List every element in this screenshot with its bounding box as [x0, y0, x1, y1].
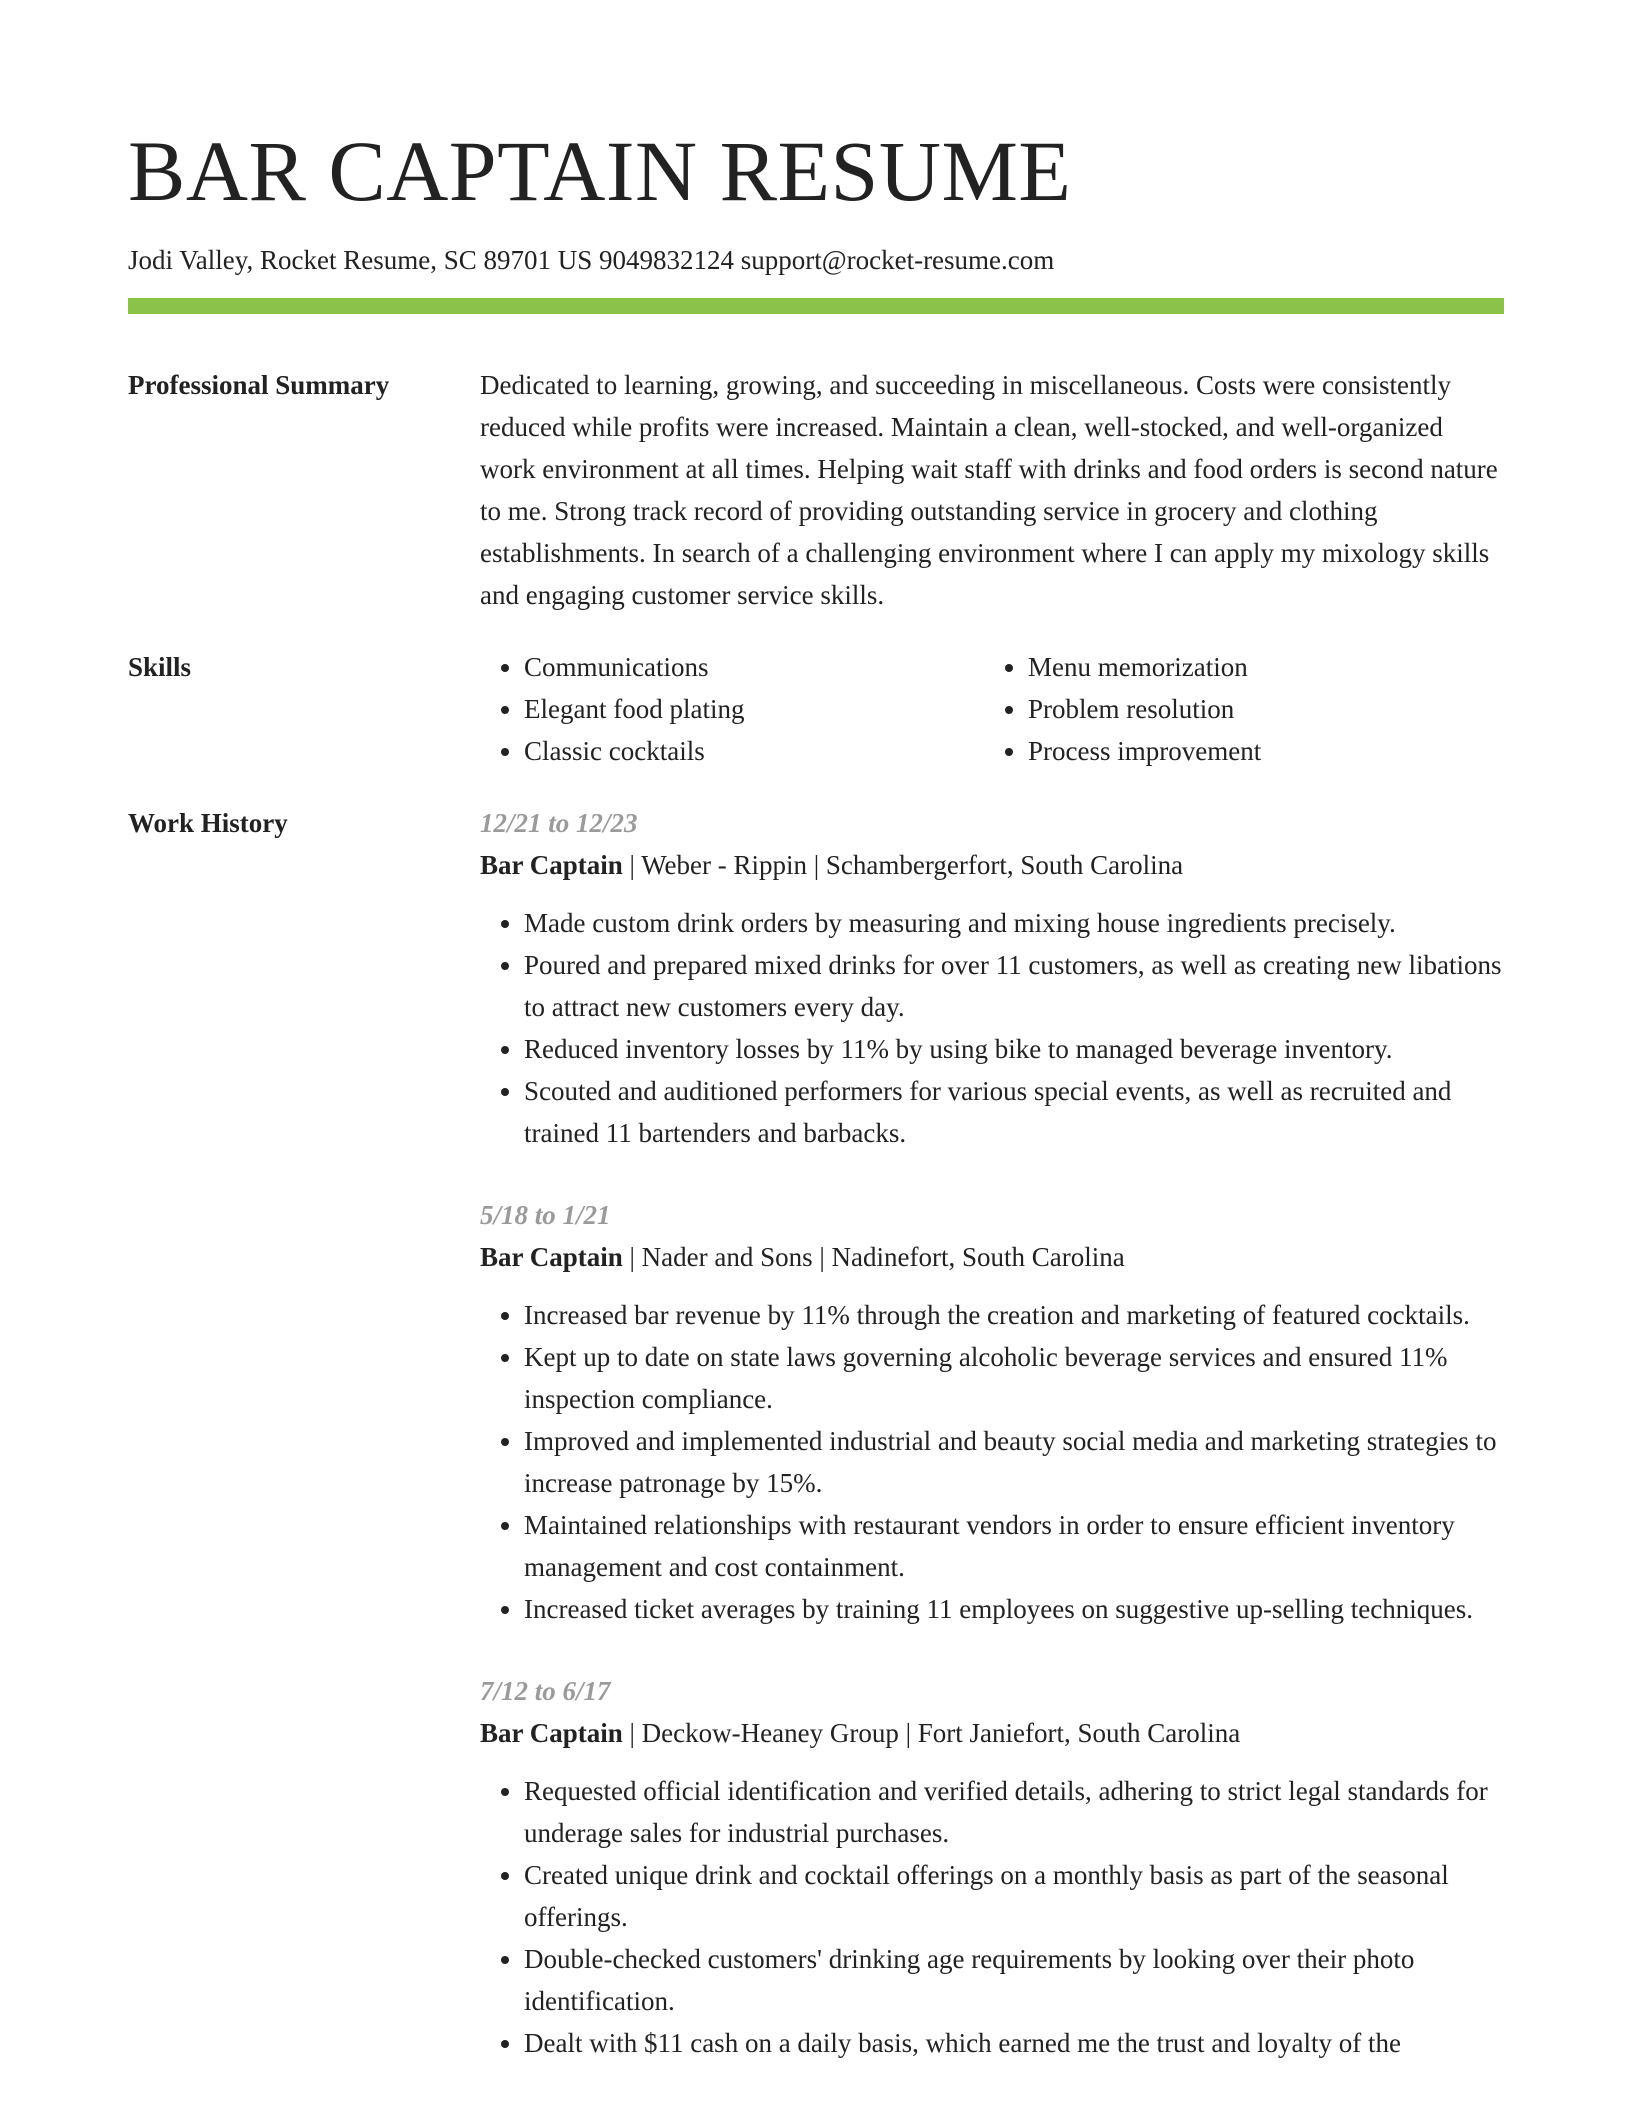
- job-dates: 12/21 to 12/23: [480, 808, 638, 838]
- job-bullet: • Increased ticket averages by training 11 employees on suggestive up-selling techniques.: [524, 1588, 1504, 1630]
- job-title: Bar Captain: [480, 1718, 623, 1748]
- job-bullet: • Requested official identification and verified details, adhering to strict legal standards for underage sales for industrial purchases.: [524, 1770, 1504, 1854]
- job-heading: [480, 1712, 1504, 1754]
- job-dates: 5/18 to 1/21: [480, 1200, 611, 1230]
- section-label-skills: Skills: [128, 652, 192, 682]
- job-title: Bar Captain: [480, 1242, 623, 1272]
- skill-item: • Communications: [524, 646, 984, 688]
- job-entry: [480, 1670, 1504, 2064]
- job-bullet: • Made custom drink orders by measuring and mixing house ingredients precisely.: [524, 902, 1504, 944]
- summary-text: Dedicated to learning, growing, and succeeding in miscellaneous. Costs were consistently reduced while profits were increased. Maintain a clean, well-stocked, and well-organized work environment at all times. Helping wait staff with drinks and food orders is second nature to me. Strong track record of providing outstanding service in grocery and clothing establishments. In search of a challenging environment where I can apply my mixology skills and engaging customer service skills.: [480, 370, 1498, 610]
- job-employer-location: | Weber - Rippin | Schambergerfort, South Carolina: [622, 850, 1184, 880]
- skill-item: • Process improvement: [1028, 730, 1488, 772]
- job-heading: [480, 844, 1504, 886]
- job-employer-location: | Deckow-Heaney Group | Fort Janiefort, South Carolina: [622, 1718, 1241, 1748]
- work-history-section: [128, 802, 1504, 2104]
- job-bullet: • Increased bar revenue by 11% through the creation and marketing of featured cocktails.: [524, 1294, 1504, 1336]
- section-label-summary: Professional Summary: [128, 370, 390, 400]
- skills-list: [480, 646, 1504, 772]
- resume-page: [128, 0, 1504, 2104]
- skills-column-left: [480, 646, 984, 772]
- job-bullet: • Maintained relationships with restaurant vendors in order to ensure efficient inventory management and cost containment.: [524, 1504, 1504, 1588]
- job-bullet: • Kept up to date on state laws governing alcoholic beverage services and ensured 11% inspection compliance.: [524, 1336, 1504, 1420]
- job-bullet: • Double-checked customers' drinking age requirements by looking over their photo identification.: [524, 1938, 1504, 2022]
- job-bullet: • Dealt with $11 cash on a daily basis, which earned me the trust and loyalty of the: [524, 2022, 1504, 2064]
- job-heading: [480, 1236, 1504, 1278]
- job-bullets: [480, 1770, 1504, 2064]
- job-dates: 7/12 to 6/17: [480, 1676, 611, 1706]
- skill-item: • Problem resolution: [1028, 688, 1488, 730]
- job-bullets: [480, 902, 1504, 1154]
- job-bullet: • Improved and implemented industrial and beauty social media and marketing strategies to increase patronage by 15%.: [524, 1420, 1504, 1504]
- job-title: Bar Captain: [480, 850, 623, 880]
- section-label-work: Work History: [128, 808, 288, 838]
- skill-item: • Menu memorization: [1028, 646, 1488, 688]
- work-history-list: [480, 802, 1504, 2104]
- job-bullet: • Reduced inventory losses by 11% by using bike to managed beverage inventory.: [524, 1028, 1504, 1070]
- professional-summary-section: [128, 364, 1504, 616]
- resume-title: BAR CAPTAIN RESUME: [128, 123, 1072, 219]
- job-entry: [480, 1194, 1504, 1630]
- job-bullet: • Poured and prepared mixed drinks for over 11 customers, as well as creating new libations to attract new customers every day.: [524, 944, 1504, 1028]
- skills-column-right: [984, 646, 1488, 772]
- contact-line: Jodi Valley, Rocket Resume, SC 89701 US 9049832124 support@rocket-resume.com: [128, 245, 1055, 275]
- job-bullets: [480, 1294, 1504, 1630]
- skill-item: • Elegant food plating: [524, 688, 984, 730]
- accent-divider: [128, 298, 1504, 314]
- job-employer-location: | Nader and Sons | Nadinefort, South Carolina: [622, 1242, 1125, 1272]
- skill-item: • Classic cocktails: [524, 730, 984, 772]
- job-entry: [480, 802, 1504, 1154]
- job-bullet: • Scouted and auditioned performers for various special events, as well as recruited and trained 11 bartenders and barbacks.: [524, 1070, 1504, 1154]
- skills-section: [128, 646, 1504, 772]
- job-bullet: • Created unique drink and cocktail offerings on a monthly basis as part of the seasonal offerings.: [524, 1854, 1504, 1938]
